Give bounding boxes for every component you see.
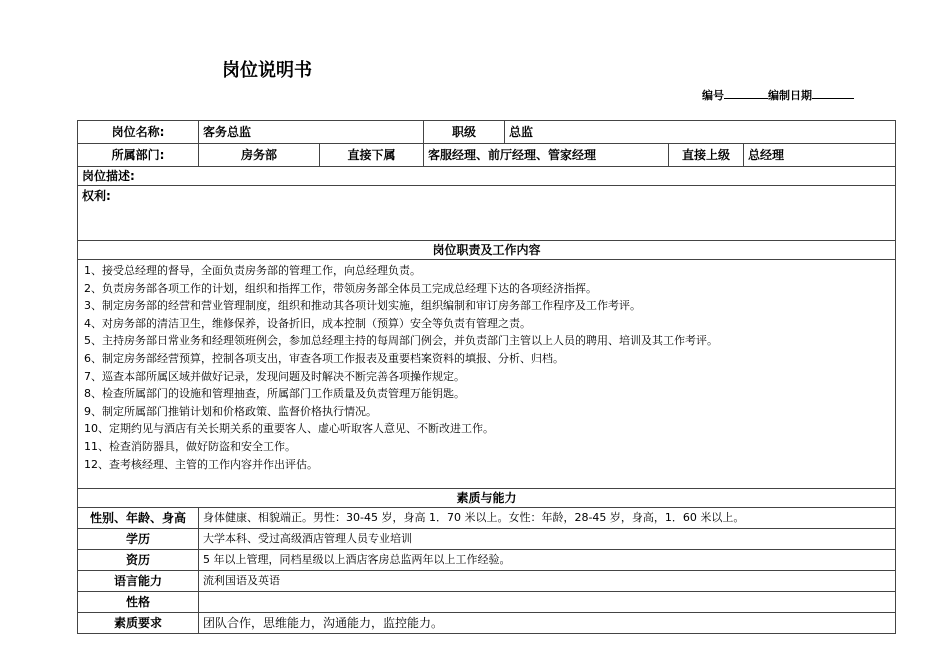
duty-item: 9、制定所属部门推销计划和价格政策、监督价格执行情况。 xyxy=(84,404,377,418)
number-label: 编号 xyxy=(702,89,724,102)
position-row xyxy=(78,121,896,144)
department-label: 所属部门: xyxy=(78,144,199,167)
department-row xyxy=(78,144,896,167)
duty-item: 4、对房务部的清洁卫生，维修保养，设备折旧，成本控制（预算）安全等负责有管理之责。 xyxy=(84,316,531,330)
qualities-header-row xyxy=(78,489,896,508)
quality-value: 流利国语及英语 xyxy=(199,571,896,592)
quality-label: 资历 xyxy=(78,550,199,571)
duties-header: 岗位职责及工作内容 xyxy=(78,241,896,260)
authority-row xyxy=(78,186,896,241)
quality-row xyxy=(78,529,896,550)
direct-subordinate-label: 直接下属 xyxy=(320,144,424,167)
duty-item: 10、定期约见与酒店有关长期关系的重要客人、虚心听取客人意见、不断改进工作。 xyxy=(84,422,494,436)
quality-label: 性格 xyxy=(78,592,199,613)
duties-header-row xyxy=(78,241,896,260)
duty-item: 7、巡查本部所属区域并做好记录，发现问题及时解决不断完善各项操作规定。 xyxy=(84,369,465,383)
authority-label: 权利: xyxy=(78,186,896,241)
description-row xyxy=(78,167,896,186)
date-blank xyxy=(812,89,854,99)
quality-value: 身体健康、相貌端正。男性：30-45 岁，身高 1．70 米以上。女性：年龄，28-45 岁，身高，1．60 米以上。 xyxy=(199,508,896,529)
duty-item: 1、接受总经理的督导，全面负责房务部的管理工作，向总经理负责。 xyxy=(84,264,421,277)
direct-subordinate-value: 客服经理、前厅经理、管家经理 xyxy=(424,144,669,167)
quality-label: 语言能力 xyxy=(78,571,199,592)
duty-item: 2、负责房务部各项工作的计划，组织和指挥工作，带领房务部全体员工完成总经理下达的各项经济指挥。 xyxy=(84,281,597,295)
position-name-value: 客务总监 xyxy=(199,121,424,144)
department-value: 房务部 xyxy=(199,144,320,167)
date-label: 编制日期 xyxy=(768,89,812,102)
quality-label: 性别、年龄、身高 xyxy=(78,508,199,529)
duty-item: 5、主持房务部日常业务和经理领班例会，参加总经理主持的每周部门例会，并负责部门主管以上人员的聘用、培训及其工作考评。 xyxy=(84,334,718,348)
doc-meta xyxy=(702,87,854,103)
direct-superior-label: 直接上级 xyxy=(669,144,744,167)
number-blank xyxy=(724,89,768,99)
duties-row xyxy=(78,260,896,489)
duty-item: 11、检查消防器具，做好防盗和安全工作。 xyxy=(84,439,296,453)
grade-value: 总监 xyxy=(505,121,896,144)
quality-row xyxy=(78,550,896,571)
quality-value: 大学本科、受过高级酒店管理人员专业培训 xyxy=(199,529,896,550)
duty-item: 12、查考核经理、主管的工作内容并作出评估。 xyxy=(84,457,318,471)
quality-row xyxy=(78,592,896,613)
grade-label: 职级 xyxy=(424,121,505,144)
quality-label: 学历 xyxy=(78,529,199,550)
quality-value xyxy=(199,592,896,613)
duty-item: 3、制定房务部的经营和营业管理制度，组织和推动其各项计划实施，组织编制和审订房务部工作程序及工作考评。 xyxy=(84,299,641,313)
quality-value: 5 年以上管理，同档星级以上酒店客房总监两年以上工作经验。 xyxy=(199,550,896,571)
duty-item: 6、制定房务部经营预算，控制各项支出，审查各项工作报表及重要档案资料的填报、分析、归档。 xyxy=(84,351,564,365)
position-name-label: 岗位名称: xyxy=(78,121,199,144)
description-label: 岗位描述: xyxy=(78,167,896,186)
quality-row xyxy=(78,571,896,592)
document-title: 岗位说明书 xyxy=(222,60,312,81)
quality-label: 素质要求 xyxy=(78,613,199,634)
duties-list xyxy=(78,260,896,489)
quality-value: 团队合作，思维能力，沟通能力，监控能力。 xyxy=(199,613,896,634)
direct-superior-value: 总经理 xyxy=(744,144,896,167)
quality-row xyxy=(78,508,896,529)
duty-item: 8、检查所属部门的设施和管理抽查，所属部门工作质量及负责管理万能钥匙。 xyxy=(84,387,465,401)
job-description-table xyxy=(77,120,896,634)
quality-row xyxy=(78,613,896,634)
qualities-header: 素质与能力 xyxy=(78,489,896,508)
